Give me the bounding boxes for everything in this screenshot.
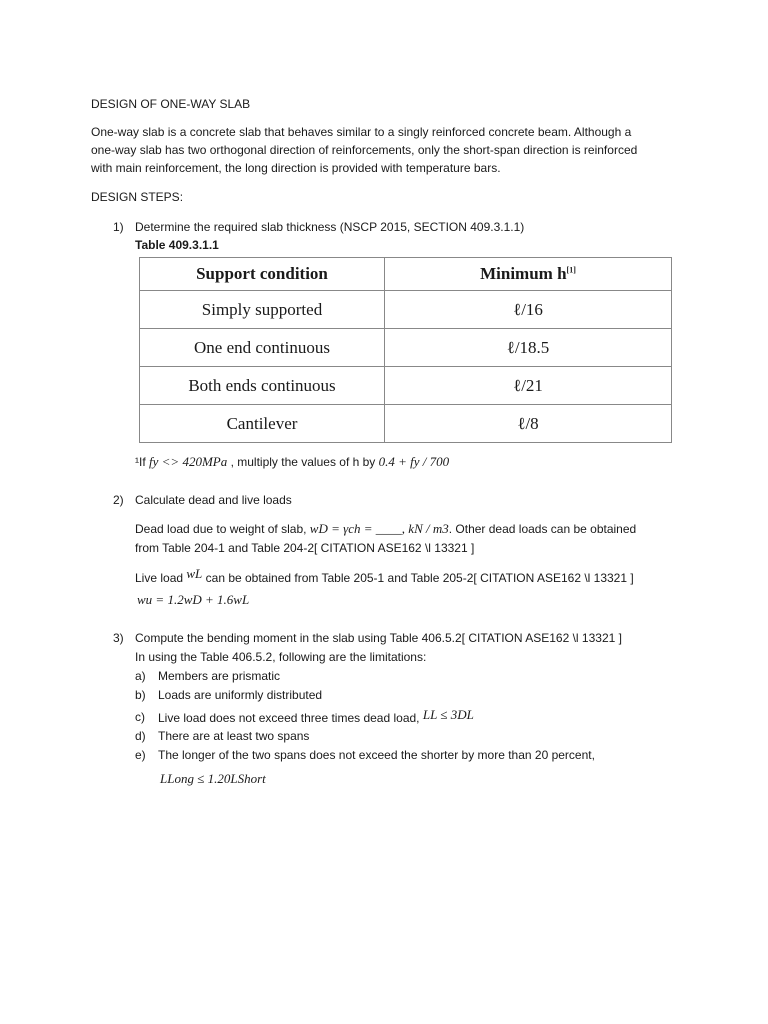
footnote-mark: ¹If	[135, 455, 146, 469]
steps-heading: DESIGN STEPS:	[91, 190, 184, 204]
limitation-text-with-formula	[158, 707, 474, 726]
limitation-text: Members are prismatic	[158, 669, 281, 683]
live-load-line	[135, 566, 634, 586]
table-row	[140, 405, 672, 443]
table-cell-min-h: ℓ/21	[385, 367, 672, 405]
step-3-text: Compute the bending moment in the slab using Table 406.5.2[ CITATION ASE162 \l 13321 ]	[135, 631, 622, 645]
dead-load-line	[135, 521, 636, 537]
step-2-number: 2)	[113, 493, 124, 507]
factored-load-formula: wu = 1.2wD + 1.6wL	[137, 592, 250, 607]
intro-line-3: with main reinforcement, the long direction is provided with temperature bars.	[91, 161, 501, 175]
limitation-mark: c)	[135, 710, 145, 724]
live-dead-ratio-formula: LL ≤ 3DL	[422, 707, 474, 722]
step-1-text: Determine the required slab thickness (NSCP 2015, SECTION 409.3.1.1)	[135, 220, 525, 234]
limitations-intro: In using the Table 406.5.2, following are the limitations:	[135, 650, 427, 664]
table-header-footnote-mark: [1]	[566, 265, 576, 275]
table-cell-min-h: ℓ/18.5	[385, 329, 672, 367]
table-row	[140, 291, 672, 329]
footnote-text: , multiply the values of h by	[230, 455, 376, 469]
dead-load-prefix: Dead load due to weight of slab,	[135, 522, 307, 536]
table-row	[140, 329, 672, 367]
table-row	[140, 367, 672, 405]
table-cell-min-h: ℓ/16	[385, 291, 672, 329]
step-2-text: Calculate dead and live loads	[135, 493, 292, 507]
footnote	[135, 454, 449, 470]
limitation-mark: b)	[135, 688, 146, 702]
span-ratio-formula: LLong ≤ 1.20LShort	[160, 771, 266, 786]
table-cell-condition: Cantilever	[140, 405, 385, 443]
limitation-text: There are at least two spans	[158, 729, 310, 743]
limitation-mark: d)	[135, 729, 146, 743]
table-header-row	[140, 258, 672, 291]
dead-load-line-2: from Table 204-1 and Table 204-2[ CITATION ASE162 \l 13321 ]	[135, 541, 475, 555]
table-header-support: Support condition	[140, 258, 385, 291]
intro-line-2: one-way slab has two orthogonal direction of reinforcements, only the short-span direction is reinforced	[91, 143, 638, 157]
step-3-number: 3)	[113, 631, 124, 645]
limitation-text: Live load does not exceed three times dead load,	[158, 711, 420, 725]
document-title: DESIGN OF ONE-WAY SLAB	[91, 97, 251, 111]
table-cell-condition: Simply supported	[140, 291, 385, 329]
limitation-mark: a)	[135, 669, 146, 683]
live-load-symbol: wL	[186, 566, 203, 581]
live-load-prefix: Live load	[135, 571, 184, 585]
support-condition-table	[139, 257, 672, 443]
footnote-condition: fy <> 420MPa	[149, 454, 228, 469]
dead-load-formula: wD = γch = ____, kN / m3	[309, 521, 449, 536]
footnote-factor: 0.4 + fy / 700	[378, 454, 450, 469]
limitation-mark: e)	[135, 748, 146, 762]
limitation-text: Loads are uniformly distributed	[158, 688, 323, 702]
table-cell-min-h: ℓ/8	[385, 405, 672, 443]
dead-load-suffix: . Other dead loads can be obtained	[448, 522, 637, 536]
table-caption: Table 409.3.1.1	[135, 238, 219, 252]
limitation-text: The longer of the two spans does not exceed the shorter by more than 20 percent,	[158, 748, 595, 762]
intro-line-1: One-way slab is a concrete slab that behaves similar to a singly reinforced concrete beam. Although a	[91, 125, 632, 139]
table-cell-condition: Both ends continuous	[140, 367, 385, 405]
step-1-number: 1)	[113, 220, 124, 234]
table-header-minimum-h	[385, 258, 672, 291]
live-load-suffix: can be obtained from Table 205-1 and Table 205-2[ CITATION ASE162 \l 13321 ]	[205, 571, 634, 585]
table-cell-condition: One end continuous	[140, 329, 385, 367]
table-header-minimum-h-text: Minimum h	[480, 264, 567, 283]
